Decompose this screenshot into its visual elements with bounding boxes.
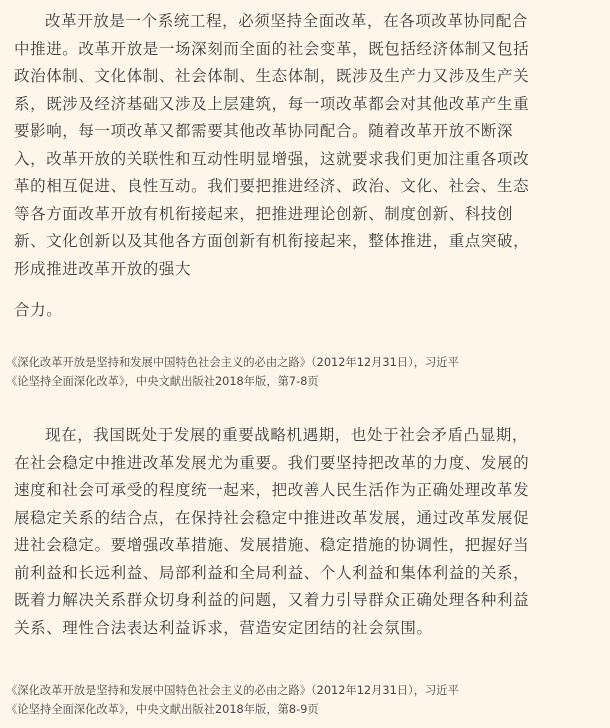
citation-line: 《深化改革开放是坚持和发展中国特色社会主义的必由之路》（2012年12月31日），习近平 <box>6 684 459 697</box>
source-citation-1 <box>6 353 606 391</box>
paragraph-line: 入，改革开放的关联性和互动性明显增强，这就要求我们更加注重各项改 <box>14 149 530 168</box>
paragraph-line: 既着力解决关系群众切身利益的问题，又着力引导群众正确处理各种利益 <box>14 591 530 609</box>
paragraph-1-tail <box>14 297 600 325</box>
paragraph-1 <box>14 8 600 283</box>
citation-line: 《深化改革开放是坚持和发展中国特色社会主义的必由之路》（2012年12月31日），习近平 <box>6 356 459 369</box>
paragraph-line: 关系、理性合法表达利益诉求，营造安定团结的社会氛围。 <box>14 618 433 637</box>
source-citation-2 <box>6 681 606 719</box>
paragraph-line: 合力。 <box>14 301 63 319</box>
paragraph-line: 形成推进改革开放的强大 <box>14 259 192 278</box>
paragraph-line: 革的相互促进、良性互动。我们要把推进经济、政治、文化、社会、生态 <box>14 177 530 195</box>
paragraph-line: 政治体制、文化体制、社会体制、生态体制，既涉及生产力又涉及生产关 <box>14 67 530 85</box>
paragraph-line: 前利益和长远利益、局部利益和全局利益、个人利益和集体利益的关系， <box>14 563 530 582</box>
paragraph-line: 现在，我国既处于发展的重要战略机遇期，也处于社会矛盾凸显期， <box>45 426 529 444</box>
paragraph-line: 改革开放是一个系统工程，必须坚持全面改革，在各项改革协同配合 <box>45 12 529 30</box>
citation-line: 《论坚持全面深化改革》，中央文献出版社2018年版，第7-8页 <box>6 375 319 388</box>
paragraph-line: 系，既涉及经济基础又涉及上层建筑，每一项改革都会对其他改革产生重 <box>14 94 530 113</box>
paragraph-line: 要影响，每一项改革又都需要其他改革协同配合。随着改革开放不断深 <box>14 122 514 140</box>
paragraph-line: 等各方面改革开放有机衔接起来，把推进理论创新、制度创新、科技创 <box>14 204 514 223</box>
paragraph-line: 展稳定关系的结合点，在保持社会稳定中推进改革发展，通过改革发展促 <box>14 508 530 527</box>
paragraph-line: 进社会稳定。要增强改革措施、发展措施、稳定措施的协调性，把握好当 <box>14 536 530 554</box>
paragraph-line: 新、文化创新以及其他各方面创新有机衔接起来，整体推进，重点突破， <box>14 232 530 250</box>
paragraph-line: 中推进。改革开放是一场深刻而全面的社会变革，既包括经济体制又包括 <box>14 39 530 58</box>
citation-line: 《论坚持全面深化改革》，中央文献出版社2018年版，第8-9页 <box>6 703 319 716</box>
paragraph-line: 在社会稳定中推进改革发展尤为重要。我们要坚持把改革的力度、发展的 <box>14 453 530 472</box>
paragraph-2 <box>14 422 600 642</box>
paragraph-line: 速度和社会可承受的程度统一起来，把改善人民生活作为正确处理改革发 <box>14 481 530 499</box>
